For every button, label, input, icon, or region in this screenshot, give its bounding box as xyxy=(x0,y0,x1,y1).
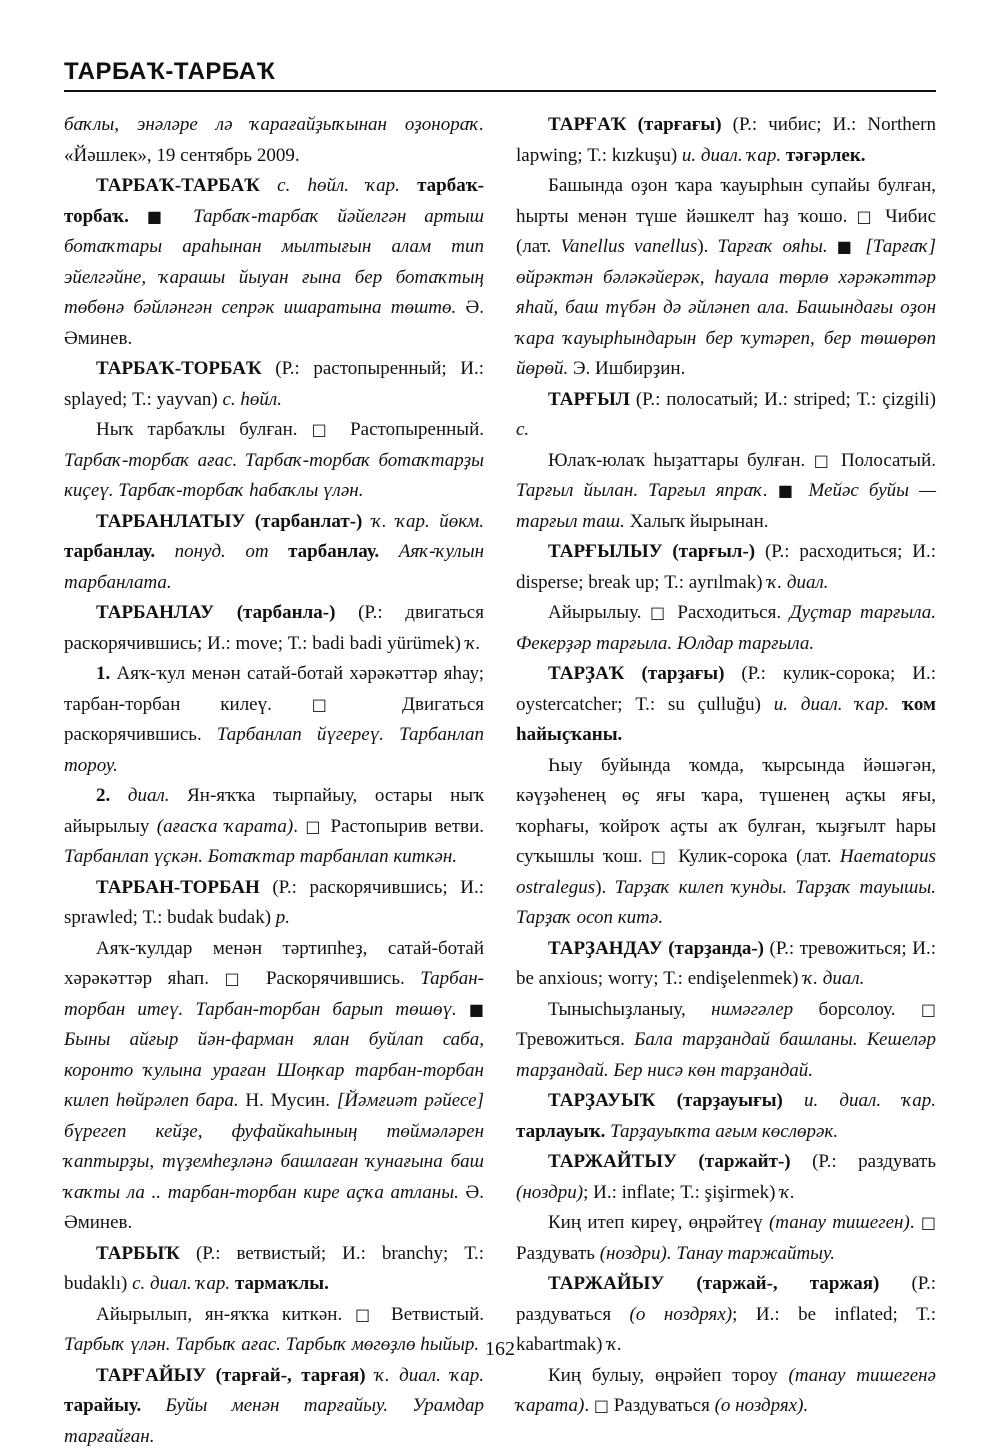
text-run: Полосатый. xyxy=(833,450,936,471)
italic-run: (ноздри). Танау таржайтыу. xyxy=(600,1243,835,1264)
bold-run: (тарғыл-) xyxy=(663,541,756,562)
right-paragraph-15 xyxy=(516,1361,936,1422)
italic-run: (ағасҡа ҡарата) xyxy=(157,816,293,837)
page-number: 162 xyxy=(0,1338,1000,1361)
bold-run: (таржай-, таржая) xyxy=(664,1273,879,1294)
bold-run: тәгәрлек. xyxy=(786,145,866,166)
left-paragraph-2 xyxy=(64,171,484,354)
italic-run: Тарҙауыҡта ағым көслөрәк. xyxy=(610,1121,838,1142)
headword: ТАРБАНЛАУ xyxy=(96,602,214,623)
left-paragraph-8 xyxy=(64,781,484,873)
text-run: Башында оҙон ҡара ҡауырһын супайы булған, һырты менән түше йәшкелт һаҙ ҡошо. xyxy=(516,175,936,227)
left-paragraph-4 xyxy=(64,415,484,507)
text-run: (Р.: растопыренный; И.: splayed; Т.: yayvan) xyxy=(64,358,484,410)
headword: ТАРБАН-ТОРБАН xyxy=(96,877,260,898)
headword: ТАРҘАУЫҠ xyxy=(548,1090,655,1111)
square-marker: □ xyxy=(594,1396,609,1415)
left-paragraph-9 xyxy=(64,873,484,934)
italic-run: (ноздри) xyxy=(516,1182,583,1203)
italic-run: (о ноздрях). xyxy=(715,1395,809,1416)
bold-run: 2. xyxy=(96,785,128,806)
text-run: . xyxy=(584,1395,594,1416)
text-run: (Р.: раскорячившись; И.: sprawled; Т.: budak budak) xyxy=(64,877,484,929)
headword: ТАРБЫҠ xyxy=(96,1243,180,1264)
text-run: . xyxy=(293,816,305,837)
text-run: Тревожиться. xyxy=(516,1029,634,1050)
square-marker: ■ xyxy=(147,207,175,226)
bold-run: (таржайт-) xyxy=(677,1151,791,1172)
right-paragraph-3 xyxy=(516,385,936,446)
header-rule xyxy=(64,90,936,92)
italic-run: Haematopus ostralegus xyxy=(516,846,936,898)
text-run: Раздувать xyxy=(516,1243,600,1264)
headword: ТАРҘАНДАУ xyxy=(548,938,663,959)
left-paragraph-1 xyxy=(64,110,484,171)
italic-run: и. диал. ҡар. xyxy=(804,1090,936,1111)
italic-run: ҡ. диал. xyxy=(803,968,864,989)
text-run: Айырылыу. xyxy=(548,602,650,623)
italic-run: ҡ. ҡар. йөкм. xyxy=(372,511,484,532)
text-run: борсолоу. xyxy=(793,999,921,1020)
italic-run: диал. xyxy=(128,785,170,806)
square-marker: □ xyxy=(355,1305,378,1324)
text-run: Раздуваться xyxy=(609,1395,715,1416)
italic-run: Буйы менән тарғайыу. Урамдар тарғайған. xyxy=(64,1395,484,1447)
right-paragraph-2 xyxy=(516,171,936,385)
italic-run: и. диал. ҡар. xyxy=(774,694,902,715)
text-run: Растопырив ветви. xyxy=(323,816,484,837)
right-paragraph-9 xyxy=(516,934,936,995)
text-run: (Р.: расходиться; И.: disperse; break up; Т.: ayrılmak) xyxy=(516,541,936,593)
italic-run: (танау тишеген) xyxy=(769,1212,910,1233)
italic-run: Тарбыҡ үлән. Тарбыҡ ағас. Тарбыҡ мөгөҙлө һыйыр. xyxy=(64,1334,479,1355)
italic-run: Бала тарҙандай башланы. Кешеләр тарҙандай. Бер нисә көн тарҙандай. xyxy=(516,1029,936,1081)
italic-run: Тарҙаҡ килеп ҡунды. Тарҙаҡ тауышы. Тарҙаҡ осоп китә. xyxy=(516,877,936,929)
italic-run: Тарбаҡ-торбаҡ ағас. Тарбаҡ-торбаҡ ботаҡтарҙы киҫеү. Тарбаҡ-торбаҡ һабаҡлы үлән. xyxy=(64,450,484,502)
text-run: Ә. Әминев. xyxy=(64,1182,484,1234)
left-paragraph-10 xyxy=(64,934,484,1239)
text-run: Ныҡ тарбаҡлы булған. xyxy=(96,419,312,440)
text-run: Чибис (лат. xyxy=(516,206,936,258)
square-marker: □ xyxy=(857,207,877,226)
bold-run: ҡом һайыҫҡаны. xyxy=(516,694,936,746)
bold-run: тарбаҡ-торбаҡ. xyxy=(64,175,484,227)
right-paragraph-13 xyxy=(516,1208,936,1269)
right-paragraph-8 xyxy=(516,751,936,934)
text-run: Киң булыу, өңрәйеп тороу xyxy=(548,1365,789,1386)
square-marker: □ xyxy=(814,451,833,470)
italic-run: (танау тишегенә ҡарата) xyxy=(516,1365,936,1417)
text-run: Аяҡ-ҡулдар менән тәртипһеҙ, сатай-ботай хәрәкәттәр яһап. xyxy=(64,938,484,990)
text-run: (Р.: раздуваться xyxy=(516,1273,936,1325)
text-run: ). xyxy=(697,236,717,257)
bold-run: тарбанлау. xyxy=(64,541,175,562)
column-left xyxy=(64,110,484,1452)
square-marker: □ xyxy=(650,603,669,622)
headword: ТАРЖАЙЫУ xyxy=(548,1273,664,1294)
italic-run: Тарбанлап йүгереү. Тарбанлап тороу. xyxy=(64,724,484,776)
bold-run: (тарбанла-) xyxy=(214,602,335,623)
left-paragraph-7 xyxy=(64,659,484,781)
bold-run: (тарҙанда-) xyxy=(663,938,764,959)
left-paragraph-5 xyxy=(64,507,484,599)
headword: ТАРҒЫЛЫУ xyxy=(548,541,663,562)
square-marker: ■ xyxy=(778,481,798,500)
headword: ТАРҒАҠ xyxy=(548,114,627,135)
headword: ТАРБАҠ-ТАРБАҠ xyxy=(96,175,260,196)
italic-run: ҡ. диал. xyxy=(767,572,828,593)
italic-run: с. xyxy=(516,419,529,440)
text-run: (Р.: полосатый; И.: striped; Т.: çizgili) xyxy=(630,389,936,410)
text-run: ; И.: inflate; Т.: şişirmek) xyxy=(583,1182,780,1203)
square-marker: ■ xyxy=(469,1000,484,1019)
text-run: (Р.: тревожиться; И.: be anxious; worry; Т.: endişelenmek) xyxy=(516,938,936,990)
text-run: Ә. Әминев. xyxy=(64,297,484,349)
italic-run: Тарбаҡ-тарбаҡ йәйелгән артыш ботаҡтары араһынан мылтығын алам тип эйелгәйне, ҡарашы йыуан ғына бер ботаҡтың төбөнә бәйләнгән сепрәк ишаратына төштө. xyxy=(64,206,484,319)
bold-run: тарбанлау. xyxy=(288,541,399,562)
column-right xyxy=(516,110,936,1422)
italic-run: Мейәс буйы — тарғыл таш. xyxy=(516,480,936,532)
italic-run: [Тарғаҡ] өйрәктән бәләкәйерәк, һауала төрлө хәрәкәттәр яһай, баш түбән дә әйләнеп ала. Башындағы оҙон ҡара ҡауырһындарын бер ҡутәреп, бер төшөрөп йөрөй. xyxy=(516,236,936,379)
bold-run: (тарҙауығы) xyxy=(655,1090,804,1111)
square-marker: □ xyxy=(225,969,251,988)
text-run: (Р.: чибис; И.: Northern lapwing; Т.: kızkuşu) xyxy=(516,114,936,166)
bold-run: 1. xyxy=(96,663,110,684)
italic-run: Аяҡ-ҡулын тарбанлата. xyxy=(64,541,484,593)
text-run: Халыҡ йырынан. xyxy=(625,511,769,532)
italic-run: Тарғыл йылан. Тарғыл япраҡ. xyxy=(516,480,778,501)
right-paragraph-5 xyxy=(516,537,936,598)
left-paragraph-11 xyxy=(64,1239,484,1300)
square-marker: □ xyxy=(651,847,670,866)
italic-run: с. һөйл. ҡар. xyxy=(260,175,417,196)
text-run: Н. Мусин. xyxy=(239,1090,337,1111)
italic-run: ҡ. xyxy=(607,1334,622,1355)
bold-run: (тарбанлат-) xyxy=(245,511,371,532)
italic-run: Дуҫтар тарғыла. Фекерҙәр тарғыла. Юлдар тарғыла. xyxy=(516,602,936,654)
bold-run: (тарғағы) xyxy=(627,114,722,135)
bold-run: (тарғай-, тарғая) xyxy=(206,1365,375,1386)
text-run: Э. Ишбирҙин. xyxy=(568,358,685,379)
square-marker: □ xyxy=(921,1000,936,1019)
text-run: Кулик-сорока (лат. xyxy=(670,846,840,867)
right-paragraph-10 xyxy=(516,995,936,1087)
right-paragraph-7 xyxy=(516,659,936,751)
italic-run: ҡ. диал. ҡар. xyxy=(375,1365,484,1386)
text-run: (Р.: кулик-сорока; И.: oystercatcher; Т.: su çulluğu) xyxy=(516,663,936,715)
headword: ТАРЖАЙТЫУ xyxy=(548,1151,677,1172)
headword: ТАРҒАЙЫУ xyxy=(96,1365,206,1386)
text-run: . xyxy=(910,1212,921,1233)
square-marker: ■ xyxy=(837,237,857,256)
text-run: Һыу буйында ҡомда, ҡырсында йәшәгән, кәүҙәһенең өҫ яғы ҡара, түшенең аҫҡы яғы, ҡорһағы, ҡойроҡ аҫты аҡ булған, ҡыҙғылт һары суҡышлы ҡош. xyxy=(516,755,936,868)
text-run: (Р.: двигаться раскорячившись; И.: move; Т.: badi badi yürümek) xyxy=(64,602,484,654)
bold-run: тарайыу. xyxy=(64,1395,166,1416)
running-head: ТАРБАҠ-ТАРБАҠ xyxy=(64,58,275,86)
square-marker: □ xyxy=(305,817,323,836)
text-run: Раскорячившись. xyxy=(250,968,420,989)
text-run: «Йәшлек», 19 сентябрь 2009. xyxy=(64,145,300,166)
headword: ТАРҘАҠ xyxy=(548,663,625,684)
italic-run: Тарғаҡ ояһы. xyxy=(718,236,837,257)
italic-run: баҡлы, энәләре лә ҡарағайҙыҡынан оҙонораҡ. xyxy=(64,114,484,135)
left-paragraph-3 xyxy=(64,354,484,415)
text-run: Юлаҡ-юлаҡ һыҙаттары булған. xyxy=(548,450,814,471)
text-run: (Р.: ветвистый; И.: branchy; Т.: budaklı) xyxy=(64,1243,484,1295)
left-paragraph-13 xyxy=(64,1361,484,1452)
italic-run: (о ноздрях) xyxy=(630,1304,733,1325)
headword: ТАРБАҠ-ТОРБАҠ xyxy=(96,358,262,379)
text-run: Айырылып, ян-яҡҡа киткән. xyxy=(96,1304,355,1325)
text-run: Расходиться. xyxy=(669,602,790,623)
italic-run: с. һөйл. xyxy=(223,389,282,410)
right-paragraph-12 xyxy=(516,1147,936,1208)
text-run: ; И.: be inflated; Т.: kabartmak) xyxy=(516,1304,936,1356)
bold-run: тарлауыҡ. xyxy=(516,1121,610,1142)
right-paragraph-6 xyxy=(516,598,936,659)
headword: ТАРҒЫЛ xyxy=(548,389,630,410)
text-run: Киң итеп киреү, өңрәйтеү xyxy=(548,1212,769,1233)
text-run: Двигаться раскорячившись. xyxy=(64,694,484,746)
text-run: Аяҡ-ҡул менән сатай-ботай хәрәкәттәр яһау; тарбан-торбан килеү. xyxy=(64,663,484,715)
right-paragraph-11 xyxy=(516,1086,936,1147)
square-marker: □ xyxy=(921,1213,936,1232)
italic-run: и. диал. ҡар. xyxy=(682,145,786,166)
bold-run: тармаҡлы. xyxy=(235,1273,329,1294)
italic-run: р. xyxy=(276,907,290,928)
bold-run: (тарҙағы) xyxy=(625,663,725,684)
square-marker: □ xyxy=(312,695,362,714)
text-run: Растопыренный. xyxy=(336,419,484,440)
italic-run: нимәгәлер xyxy=(711,999,793,1020)
italic-run: понуд. от xyxy=(175,541,288,562)
italic-run: Vanellus vanellus xyxy=(561,236,698,257)
headword: ТАРБАНЛАТЫУ xyxy=(96,511,245,532)
text-run: ). xyxy=(595,877,614,898)
text-run: (Р.: раздувать xyxy=(791,1151,936,1172)
italic-run: ҡ. xyxy=(780,1182,795,1203)
text-run: Тынысһыҙланыу, xyxy=(548,999,711,1020)
text-run: Ветвистый. xyxy=(378,1304,484,1325)
italic-run: Тарбанлап үҫкән. Ботаҡтар тарбанлап киткән. xyxy=(64,846,457,867)
left-paragraph-6 xyxy=(64,598,484,659)
italic-run: ҡ. xyxy=(466,633,481,654)
italic-run: Быны айғыр йән-фарман ялан буйлап саба, коронто ҡулына ураған Шоңҡар тарбан-торбан килеп һөйрәлеп бара. xyxy=(64,1029,484,1111)
square-marker: □ xyxy=(312,420,336,439)
text-run: Ян-яҡҡа тырпайыу, остары ныҡ айырылыу xyxy=(64,785,484,837)
italic-run: [Йәмғиәт рәйесе] бүрегеп кейҙе, фуфайкаһының төймәләрен ҡаптырҙы, түҙемһеҙләнә башлаған ҡунағына баш ҡаҡты ла .. тарбан-торбан кире аҫҡа атланы. xyxy=(64,1090,484,1203)
italic-run: Тарбан-торбан итеү. Тарбан-торбан барып төшөү. xyxy=(64,968,484,1020)
right-paragraph-4 xyxy=(516,446,936,538)
right-paragraph-1 xyxy=(516,110,936,171)
italic-run: с. диал. ҡар. xyxy=(132,1273,235,1294)
